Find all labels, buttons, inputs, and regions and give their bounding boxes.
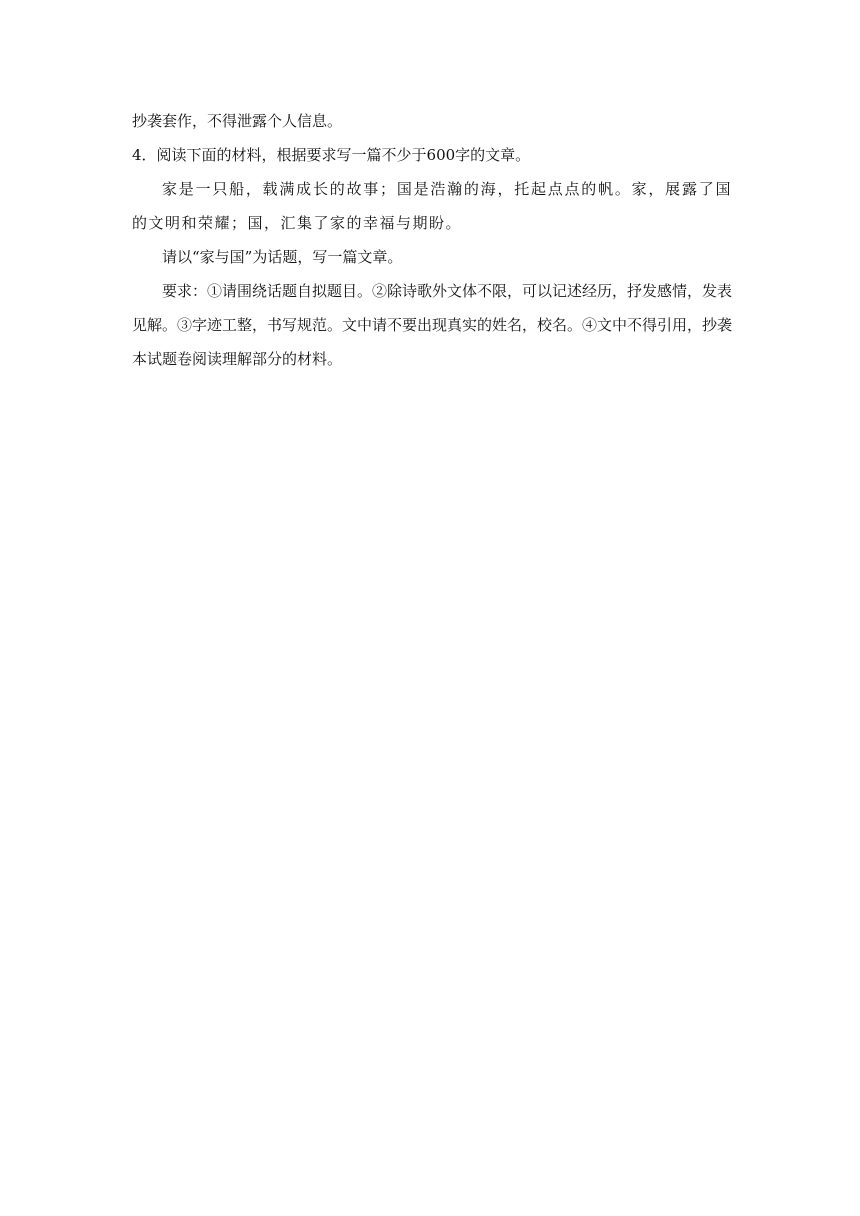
question-number: 4 [132,146,142,164]
material-text: 家是一只船，载满成长的故事；国是浩瀚的海，托起点点的帆。家，展露了国的文明和荣耀；国，汇集了家的幸福与期盼。 [132,180,732,232]
requirements-text: 要求：①请围绕话题自拟题目。②除诗歌外文体不限，可以记述经历，抒发感情，发表见解。③字迹工整，书写规范。文中请不要出现真实的姓名，校名。④文中不得引用，抄袭本试题卷阅读理解部分的材料。 [132,282,733,368]
question-prompt-text: ．阅读下面的材料，根据要求写一篇不少于600字的文章。 [141,146,531,164]
continuation-line: 抄袭套作，不得泄露个人信息。 [132,112,343,130]
document-content [132,104,732,376]
question-prompt [132,138,732,172]
task-text: 请以“家与国”为话题，写一篇文章。 [162,248,403,266]
